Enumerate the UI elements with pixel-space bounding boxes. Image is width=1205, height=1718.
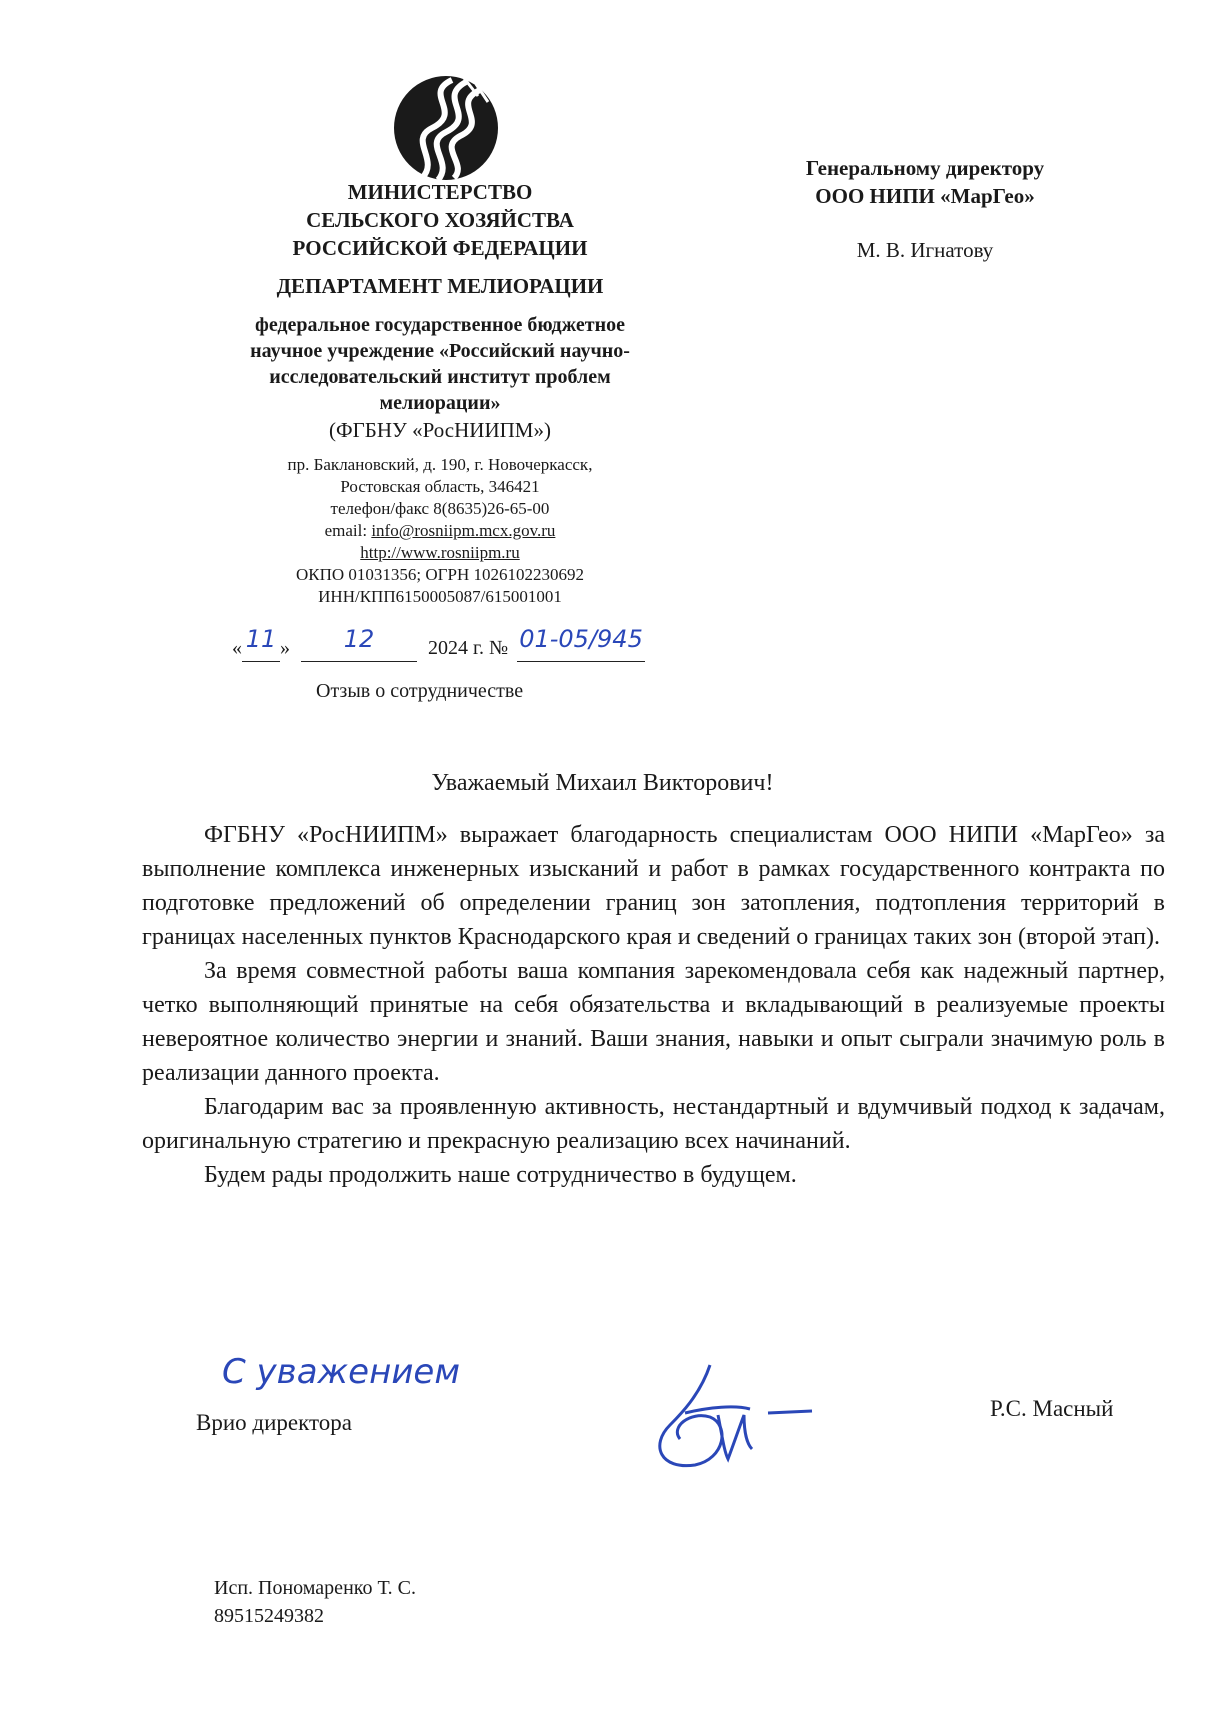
reference-line: « 11 » 12 2024 г. № 01-05/945 <box>232 634 645 662</box>
addressee-block <box>760 154 1090 264</box>
website-link[interactable]: http://www.rosniipm.ru <box>360 543 520 562</box>
body-paragraph: За время совместной работы ваша компания зарекомендовала себя как надежный партнер, четко выполняющий принятые на себя обязательства и вкладывающий в реализуемые проекты невероятное количество энергии и знаний. Ваши знания, навыки и опыт сыграли значимую роль в реализации данного проекта. <box>142 958 1165 1086</box>
phone-fax: телефон/факс 8(8635)26-65-00 <box>330 499 550 518</box>
document-number-field: 01-05/945 <box>517 637 645 662</box>
inn-kpp: ИНН/КПП6150005087/615001001 <box>318 587 562 606</box>
executor-block <box>214 1574 416 1630</box>
addressee-title: Генеральному директору ООО НИПИ «МарГео» <box>805 156 1045 208</box>
addressee-name: М. В. Игнатову <box>856 238 994 262</box>
signature-icon <box>640 1355 820 1485</box>
email-link[interactable]: info@rosniipm.mcx.gov.ru <box>371 521 556 540</box>
address-line: пр. Баклановский, д. 190, г. Новочеркасск, <box>287 455 593 474</box>
executor-name: Исп. Пономаренко Т. С. <box>214 1577 417 1599</box>
letter-body <box>142 818 1165 1192</box>
organization-short-name: (ФГБНУ «РосНИИПМ») <box>329 418 551 442</box>
letter-subject: Отзыв о сотрудничестве <box>316 680 524 702</box>
date-day-field: 11 <box>242 637 280 662</box>
date-month-field: 12 <box>301 637 417 662</box>
signatory-position: Врио директора <box>196 1410 352 1435</box>
body-paragraph: Благодарим вас за проявленную активность, нестандартный и вдумчивый подход к задачам, оригинальную стратегию и прекрасную реализацию всех начинаний. <box>142 1094 1165 1154</box>
address-region: Ростовская область, 346421 <box>340 477 540 496</box>
ministry-name: МИНИСТЕРСТВО СЕЛЬСКОГО ХОЗЯЙСТВА РОССИЙСКОЙ ФЕДЕРАЦИИ <box>292 180 588 260</box>
salutation: Уважаемый Михаил Викторович! <box>431 770 774 796</box>
executor-phone: 89515249382 <box>214 1605 324 1627</box>
institute-logo-icon <box>392 74 500 182</box>
email-line: email: info@rosniipm.mcx.gov.ru <box>324 521 556 540</box>
body-paragraph: ФГБНУ «РосНИИПМ» выражает благодарность специалистам ООО НИПИ «МарГео» за выполнение комплекса инженерных изысканий и работ в рамках государственного контракта по подготовке предложений об определении границ зон затопления, подтопления территорий в границах населенных пунктов Краснодарского края и сведений о границах таких зон (второй этап). <box>142 822 1165 950</box>
contact-block <box>190 454 690 608</box>
department-name: ДЕПАРТАМЕНТ МЕЛИОРАЦИИ <box>276 274 604 298</box>
signatory-name: Р.С. Масный <box>990 1396 1114 1421</box>
organization-name: федеральное государственное бюджетное научное учреждение «Российский научно- исследовательский институт проблем мелиорации» <box>250 314 630 414</box>
body-paragraph: Будем рады продолжить наше сотрудничество в будущем. <box>204 1162 797 1188</box>
okpo-ogrn: ОКПО 01031356; ОГРН 1026102230692 <box>296 565 584 584</box>
handwritten-closing: С уважением <box>222 1352 460 1392</box>
letterhead <box>190 178 690 608</box>
